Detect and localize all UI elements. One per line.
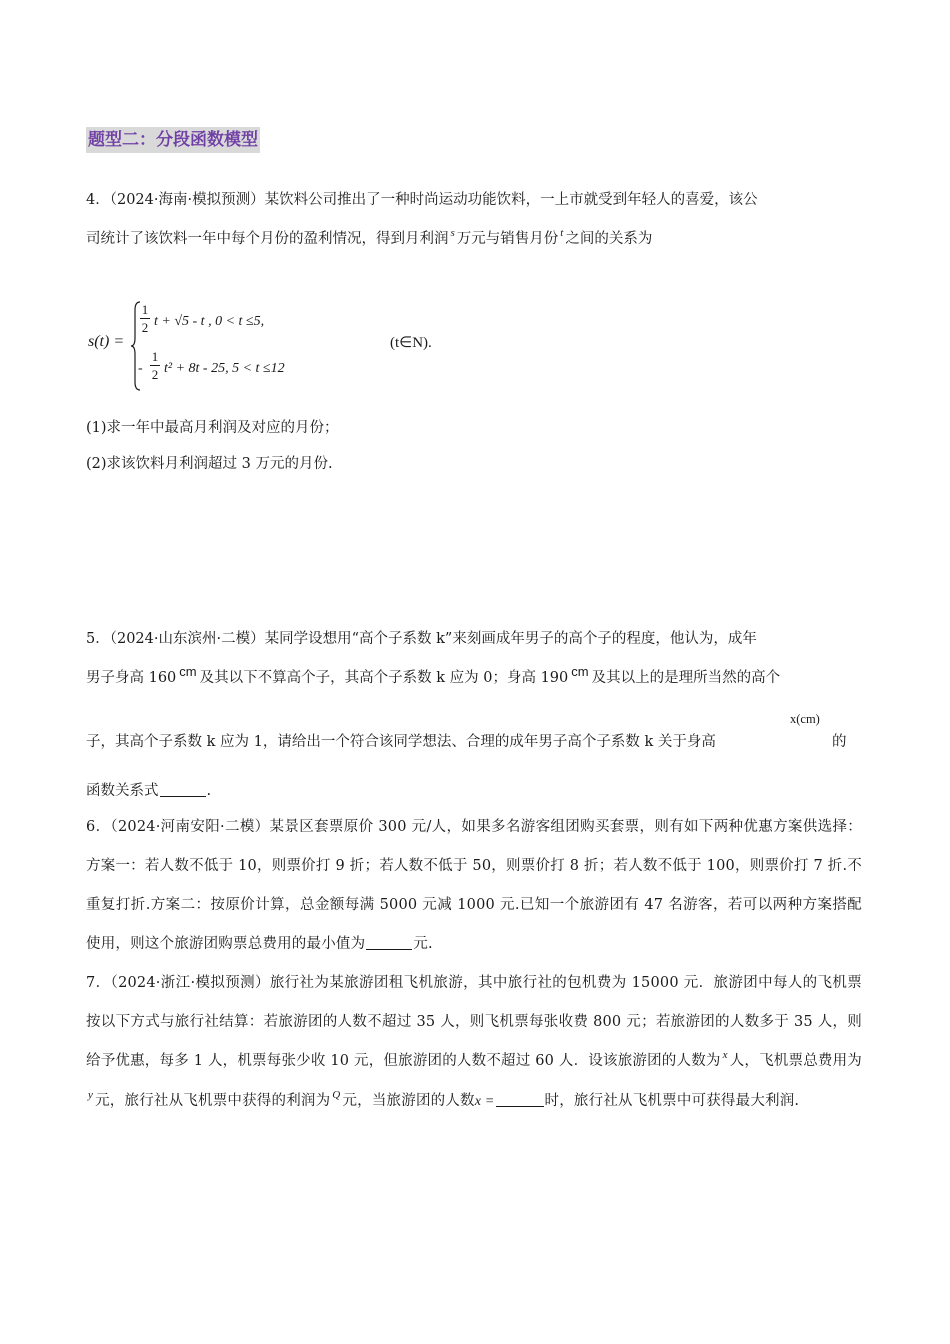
q4-var-s: s [450,227,455,239]
q7-x-equals: x = [474,1094,495,1109]
q6-text-end: 元. [413,936,433,952]
q7-text-d: 元，当旅游团的人数 [342,1093,475,1109]
formula-condition: (t∈N). [390,335,432,351]
q5-line3-end: 的 [832,734,847,750]
q5-xcm: x(cm) [790,712,820,726]
q4-line2-c: 之间的关系为 [565,231,653,247]
q5-answer-blank[interactable] [160,782,206,797]
section-title: 题型二：分段函数模型 [86,127,260,153]
q4-line2 [86,227,652,248]
formula-lhs: s(t) = [88,333,125,350]
case2-numerator: 1 [151,349,159,364]
q5-line2 [86,666,780,687]
q5-line3: 子，其高个子系数 k 应为 1，请给出一个符合该同学想法、合理的成年男子高个子系数 k 关于身高 [86,734,716,750]
q5-line2-a: 男子身高 160 [86,670,177,686]
case2-sign: - [138,361,143,376]
q5-line4-text: 函数关系式 [86,783,159,799]
case1-fraction [140,302,150,335]
q4-sub2: (2)求该饮料月利润超过 3 万元的月份. [86,456,333,472]
q6-answer-blank[interactable] [366,935,412,950]
q4-line1: 4．（2024·海南·模拟预测）某饮料公司推出了一种时尚运动功能饮料，一上市就受到年轻人的喜爱，该公 [86,192,758,208]
q7-text-b: 人，飞机票总费用为 [729,1053,862,1069]
q5-line4-end: . [206,783,212,799]
q5-unit-cm-2: cm [571,664,589,679]
q7-text-end: 时，旅行社从飞机票中可获得最大利润. [544,1093,800,1109]
q5-line2-c: 及其以上的是理所当然的高个 [591,670,781,686]
q6-text: 6．（2024·河南安阳·二模）某景区套票原价 300 元/人，如果多名游客组团购买套票，则有如下两种优惠方案供选择：方案一：若人数不低于 10，则票价打 9 折；若人数不低于 50，则票价打 8 折；若人数不低于 100，则票价打 7 折.不重复打折.方案二：按原价计算，总金额每满 5000 元减 1000 元.已知一个旅游团有 47 名游客，若可以两种方案搭配使用，则这个旅游团购票总费用的最小值为 [86,819,862,952]
q7-var-q: Q [332,1089,341,1101]
q4-line2-a: 司统计了该饮料一年中每个月份的盈利情况，得到月利润 [86,231,449,247]
case2-denominator: 2 [151,367,159,382]
case2-expression: t² + 8t - 25, 5 < t ≤12 [164,361,285,376]
case1-denominator: 2 [141,320,149,335]
piecewise-formula [86,300,432,392]
q7-text-a: 7．（2024·浙江·模拟预测）旅行社为某旅游团租飞机旅游，其中旅行社的包机费为 15000 元．旅游团中每人的飞机票按以下方式与旅行社结算：若旅游团的人数不超过 35 人，则飞机票每张收费 800 元；若旅游团的人数多于 35 人，则给予优惠，每多 1 人，机票每张少收 10 元，但旅游团的人数不超过 60 人．设该旅游团的人数为 [86,975,862,1069]
q4-var-t: t [560,227,564,239]
q7-text-c: 元，旅行社从飞机票中获得的利润为 [95,1093,331,1109]
case2-fraction [150,349,160,382]
q7-var-y: y [88,1089,94,1101]
q7-var-x: x [722,1049,728,1061]
q5-unit-cm-1: cm [179,664,197,679]
q7-answer-blank[interactable] [496,1092,544,1107]
case1-expression: t + √5 - t , 0 < t ≤5, [154,314,265,329]
q4-sub1: (1)求一年中最高月利润及对应的月份； [86,420,339,436]
q5-line1: 5．（2024·山东滨州·二模）某同学设想用“高个子系数 k”来刻画成年男子的高个子的程度，他认为，成年 [86,631,757,647]
q7-paragraph [86,964,862,1122]
case1-numerator: 1 [141,302,149,317]
q6-paragraph [86,808,862,964]
q4-line2-b: 万元与销售月份 [456,231,559,247]
q5-line4 [86,779,211,800]
q5-line2-b: 及其以下不算高个子，其高个子系数 k 应为 0；身高 190 [199,670,569,686]
